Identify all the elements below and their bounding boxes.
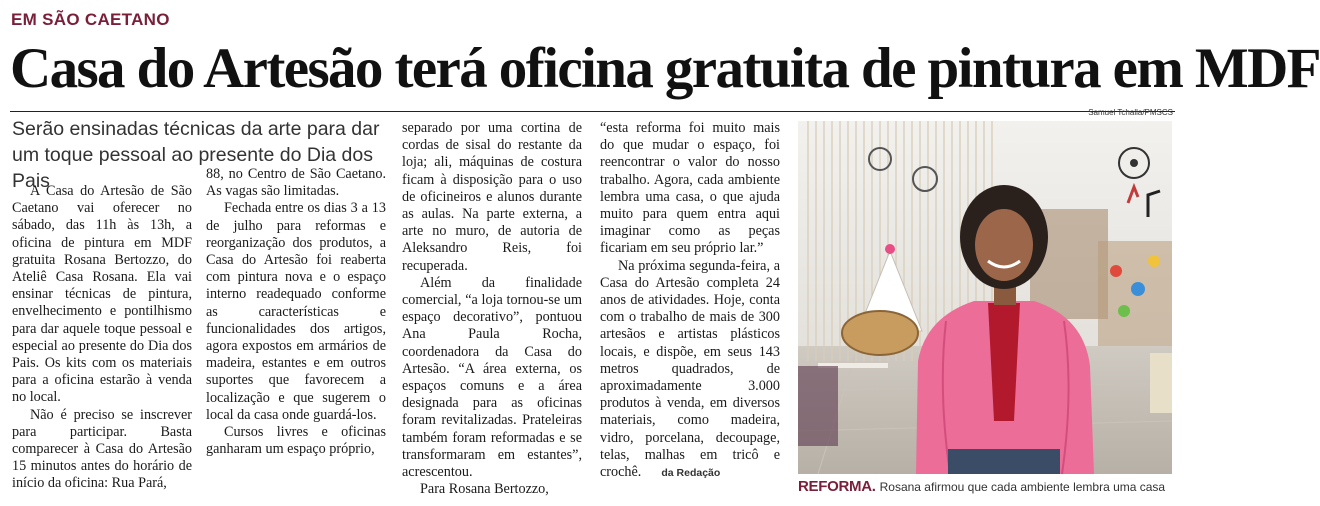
paragraph: A Casa do Artesão de São Caetano vai oferecer no sábado, das 11h às 13h, a oficina de pintura em MDF gratuita Rosana Bertozzo, do Ateliê Casa Rosana. Ela vai ensinar técnicas de pintura, envelhecimento e pontilhismo para dar aquele toque pessoal e especial ao presente do Dia dos Pais. Os kits com os materiais para a oficina estarão à venda no local. xyxy=(12,183,192,406)
paragraph-text: Na próxima segunda-feira, a Casa do Artesão completa 24 anos de atividades. Hoje, conta com o trabalho de mais de 300 artesãos e artistas plásticos locais, e dispõe, em seus 143 metros quadrados, de aproximadamente 3.000 produtos à venda, em diversos materiais, como madeira, vidro, porcelana, decoupage, telas, malhas em tricô e crochê. xyxy=(600,257,780,481)
caption-text: Rosana afirmou que cada ambiente lembra uma casa xyxy=(879,480,1166,494)
article-photo xyxy=(798,121,1172,474)
caption-tag: REFORMA. xyxy=(798,478,876,495)
paragraph: Para Rosana Bertozzo, xyxy=(420,481,549,498)
paragraph: Não é preciso se inscrever para participar. Basta comparecer à Casa do Artesão 15 minutos antes do horário de início da oficina: Rua Pará, xyxy=(12,406,192,492)
headline: Casa do Artesão terá oficina gratuita de pintura em MDF xyxy=(10,37,1320,100)
paragraph xyxy=(600,258,780,483)
paragraph: 88, no Centro de São Caetano. As vagas são limitadas. xyxy=(206,166,386,200)
article-column-2 xyxy=(206,166,386,458)
article-column-4 xyxy=(600,120,780,482)
photo-illustration xyxy=(798,121,1172,474)
headline-rule xyxy=(10,111,1175,112)
paragraph: separado por uma cortina de cordas de sisal do restante da loja; ali, máquinas de costura ficam à disposição para o uso de oficineiros e alunos durante as aulas. Na parte externa, a arte no muro, de autoria de Aleksandro Reis, foi recuperada. xyxy=(402,120,582,274)
paragraph: Fechada entre os dias 3 a 13 de julho para reformas e reorganização dos produtos, a Casa do Artesão foi reaberta com pintura nova e o espaço interno readequado conforme as características e funcionalidades dos artigos, agora expostos em armários de madeira, estantes e em outros suportes que favorecem a localização e que sugerem o local da casa onde guardá-los. xyxy=(206,200,386,423)
section-kicker: EM SÃO CAETANO xyxy=(11,10,170,29)
photo-caption xyxy=(798,478,1178,495)
paragraph: Além da finalidade comercial, “a loja tornou-se um espaço decorativo”, pontuou Ana Paula Rocha, coordenadora da Casa do Artesão. “A área externa, os espaços comuns e a área designada para as oficinas foram revitalizadas. Prateleiras também foram reformadas e se transformaram em estantes”, acrescentou. xyxy=(402,274,582,481)
article-column-3 xyxy=(402,120,582,498)
photo-credit: Samuel Tchalla/PMSCS xyxy=(1088,108,1173,117)
byline: da Redação xyxy=(661,467,721,480)
article-column-1 xyxy=(12,183,192,493)
paragraph: Cursos livres e oficinas ganharam um espaço próprio, xyxy=(206,424,386,458)
subheadline: Serão ensinadas técnicas da arte para dar um toque pessoal ao presente do Dia dos Pais xyxy=(12,118,380,192)
paragraph: “esta reforma foi muito mais do que mudar o espaço, foi reencontrar o valor do nosso trabalho. Agora, cada ambiente lembra uma casa, o que ajuda muito para quem entra aqui imaginar como as peças ficariam em seu próprio lar.” xyxy=(600,120,780,257)
